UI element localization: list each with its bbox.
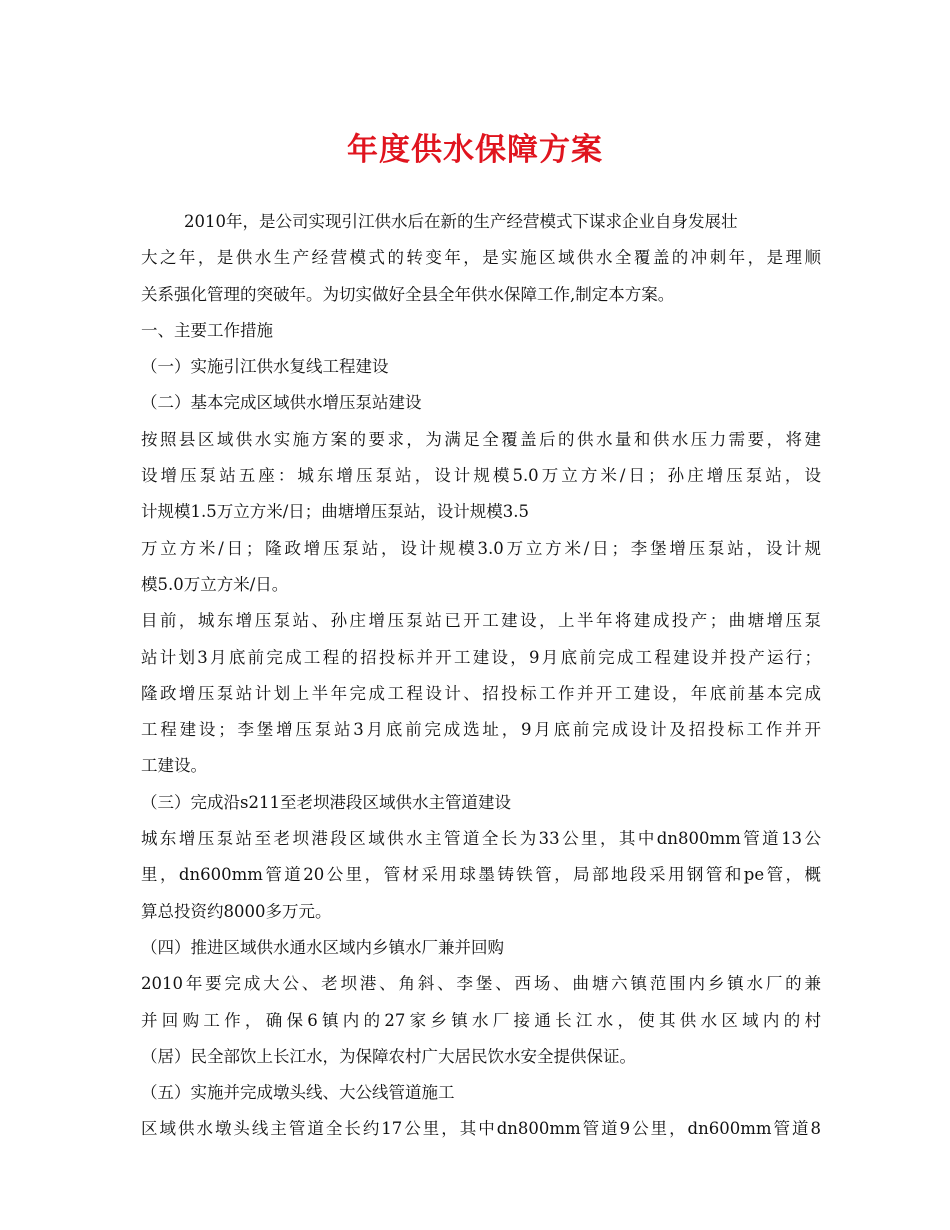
subsection-heading: （四）推进区域供水通水区域内乡镇水厂兼并回购 (141, 937, 504, 957)
subsection-heading: （一）实施引江供水复线工程建设 (141, 357, 389, 377)
paragraph-line: 目前，城东增压泵站、孙庄增压泵站已开工建设，上半年将建成投产；曲塘增压泵 (141, 611, 821, 631)
paragraph-line: 算总投资约8000多万元。 (141, 901, 332, 921)
paragraph-line: 2010年要完成大公、老坝港、角斜、李堡、西场、曲塘六镇范围内乡镇水厂的兼 (141, 974, 821, 994)
paragraph-line: 模5.0万立方米/日。 (141, 574, 289, 594)
paragraph-line: 大之年，是供水生产经营模式的转变年，是实施区域供水全覆盖的冲刺年，是理顺 (141, 248, 821, 268)
paragraph-line: 隆政增压泵站计划上半年完成工程设计、招投标工作并开工建设，年底前基本完成 (141, 683, 821, 703)
paragraph-line: （居）民全部饮上长江水，为保障农村广大居民饮水安全提供保证。 (141, 1046, 636, 1066)
subsection-heading: （二）基本完成区域供水增压泵站建设 (141, 393, 422, 413)
paragraph-line: 2010年，是公司实现引江供水后在新的生产经营模式下谋求企业自身发展壮 (184, 212, 738, 231)
section-heading: 一、主要工作措施 (141, 320, 273, 340)
paragraph-line: 工建设。 (141, 756, 207, 776)
document-title: 年度供水保障方案 (347, 132, 603, 168)
paragraph-line: 关系强化管理的突破年。为切实做好全县全年供水保障工作,制定本方案。 (141, 284, 675, 304)
subsection-heading: （三）完成沿s211至老坝港段区域供水主管道建设 (141, 792, 511, 812)
paragraph-line: 城东增压泵站至老坝港段区域供水主管道全长为33公里，其中dn800mm管道13公 (141, 829, 821, 849)
paragraph-line: 区域供水墩头线主管道全长约17公里，其中dn800mm管道9公里，dn600mm管道8 (141, 1119, 821, 1139)
paragraph-line: 万立方米/日；隆政增压泵站，设计规模3.0万立方米/日；李堡增压泵站，设计规 (141, 538, 821, 558)
subsection-heading: （五）实施并完成墩头线、大公线管道施工 (141, 1083, 455, 1103)
document-body (141, 204, 821, 1148)
paragraph-line: 工程建设；李堡增压泵站3月底前完成选址，9月底前完成设计及招投标工作并开 (141, 720, 821, 740)
paragraph-line: 按照县区域供水实施方案的要求，为满足全覆盖后的供水量和供水压力需要，将建 (141, 429, 821, 449)
paragraph-line: 并回购工作，确保6镇内的27家乡镇水厂接通长江水，使其供水区域内的村 (141, 1010, 821, 1030)
paragraph-line: 里，dn600mm管道20公里，管材采用球墨铸铁管，局部地段采用钢管和pe管，概 (141, 865, 821, 885)
paragraph-line: 站计划3月底前完成工程的招投标并开工建设，9月底前完成工程建设并投产运行； (141, 647, 821, 667)
paragraph-line: 设增压泵站五座：城东增压泵站，设计规模5.0万立方米/日；孙庄增压泵站，设 (141, 466, 821, 486)
paragraph-line: 计规模1.5万立方米/日；曲塘增压泵站，设计规模3.5 (141, 502, 530, 522)
